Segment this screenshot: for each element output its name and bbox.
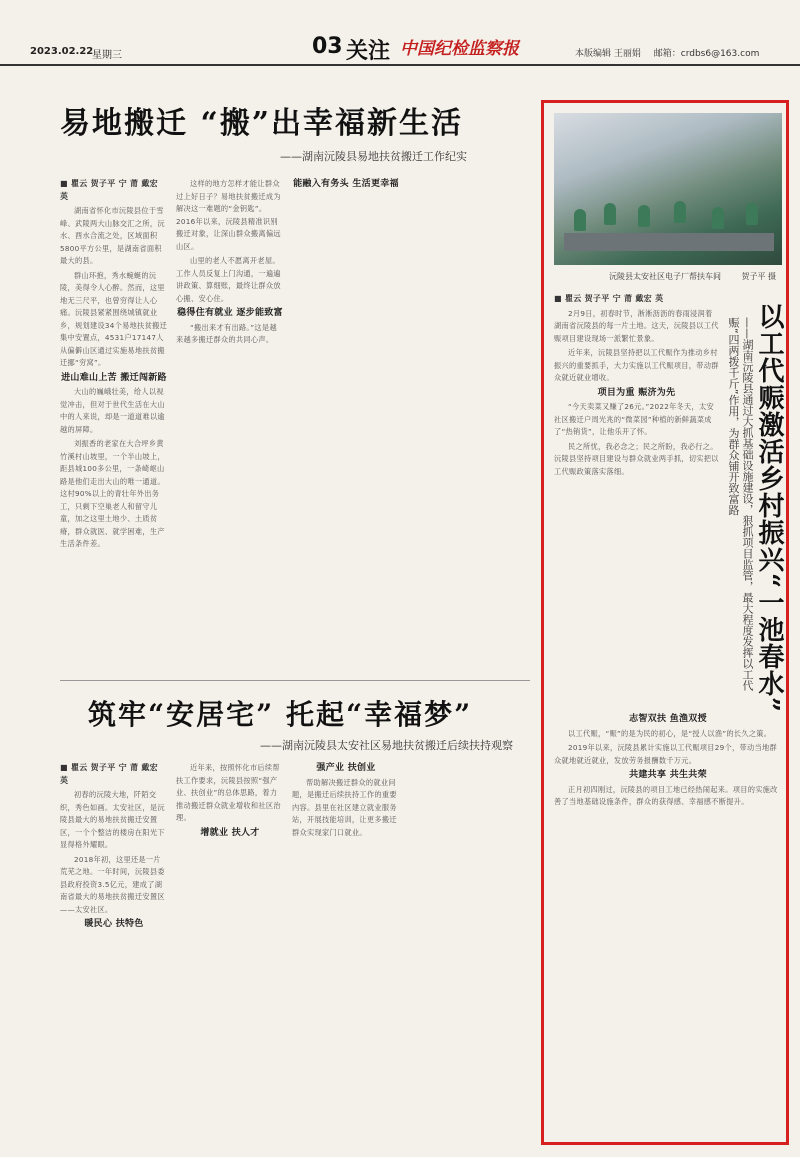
article1-paragraph: 刘振香的老家在大合坪乡黄竹溪村山坡里，一个半山坡上，距县城100多公里，一条崎岖山路是他们走出大山的唯一通道。这村90%以上的青壮年外出务工，只剩下空巢老人和留守儿童，加之这里土地少、土质贫瘠，群众就医、就学困难，生产生活条件差。	[60, 439, 165, 548]
article2-column-3	[292, 762, 400, 1147]
page-number: 03	[312, 34, 343, 59]
article2-column-2	[176, 762, 284, 1147]
factory-workshop-photo	[554, 113, 782, 265]
article2-title: 筑牢“安居宅” 托起“幸福梦”	[88, 698, 473, 731]
article1-column-2	[176, 178, 284, 673]
article2-subhead: 增就业 扶人才	[200, 827, 260, 838]
article1-subtitle: ——湖南沅陵县易地扶贫搬迁工作纪实	[280, 150, 467, 163]
article1-paragraph: 大山的巍峨壮美，给人以视觉冲击，但对于世代生活在大山中的人来说，却是一道道难以逾越的屏障。	[60, 387, 165, 434]
article1-subhead: 稳得住有就业 逐步能致富	[177, 308, 283, 318]
article3-paragraph: 近年来，沅陵县坚持把以工代赈作为推动乡村振兴的重要抓手，大力实施以工代赈项目，带动群众就近就业增收。	[554, 348, 719, 382]
article1-paragraph: 山里的老人不愿离开老屋。工作人员反复上门沟通，一遍遍讲政策、算细账，最终让群众放心搬、安心住。	[176, 256, 281, 303]
article2-subtitle: ——湖南沅陵县太安社区易地扶贫搬迁后续扶持观察	[260, 739, 513, 752]
article2-paragraph: 2018年初，这里还是一片荒芜之地。一年时间，沅陵县委县政府投资3.5亿元，建成了湖南省最大的易地扶贫搬迁安置区——太安社区。	[60, 854, 165, 914]
article1-column-1	[60, 178, 168, 673]
article2-paragraph: 初春的沅陵大地，阡陌交织，秀色如画。太安社区，是沅陵县最大的易地扶贫搬迁安置区，一个个整洁的楼房在阳光下显得格外耀眼。	[60, 790, 165, 849]
section-title: 关注	[346, 38, 391, 64]
newspaper-logo: 中国纪检监察报	[400, 39, 519, 59]
article1-title: 易地搬迁 “搬”出幸福新生活	[60, 106, 463, 141]
editor-email: 邮箱：crdbs6@163.com	[653, 49, 760, 59]
article3-paragraph: 正月初四刚过，沅陵县的项目工地已经热闹起来。项目的实施改善了当地基础设施条件，群众的获得感、幸福感不断提升。	[554, 784, 778, 806]
article1-paragraph: 群山环抱，秀水蜿蜒的沅陵，美得令人心醉。然而，这里地无三尺平，也曾穷得让人心痛。沅陵县紧紧围绕城镇就业乡，规划建设34个易地扶贫搬迁集中安置点，4531户17147人从偏僻山区通过实施易地扶贫搬迁挪“穷窝”。	[60, 270, 168, 367]
editor-info	[575, 46, 769, 59]
article2-column-4	[408, 762, 528, 1147]
article1-subhead: 能融入有务头 生活更幸福	[293, 179, 399, 189]
article1-column-3	[292, 178, 400, 673]
article3-column-top	[554, 293, 719, 703]
article1-column-4	[408, 178, 528, 673]
article3-byline: ■ 瞿云 贺子平 宁 莆 戴宏 英	[554, 294, 664, 303]
article3-paragraph: “今天卖菜又赚了26元。”2022年冬天，太安社区搬迁户周光兆的“微菜园”种植的新鲜蔬菜成了“热销货”，让他乐开了怀。	[554, 402, 714, 436]
article-divider	[60, 680, 530, 681]
article3-subtitle: ——湖南沅陵县通过大抓基础设施建设，狠抓项目监管，最大程度发挥以工代赈“四两拨千斤”作用，为群众铺开致富路	[727, 317, 754, 691]
article2-byline: ■ 瞿云 贺子平 宁 莆 戴宏 英	[60, 763, 158, 785]
article2-subhead: 暖民心 扶特色	[84, 919, 144, 929]
article3-paragraph: 民之所忧，我必念之；民之所盼，我必行之。沅陵县坚持项目建设与群众就业两手抓，切实把以工代赈政策落实落细。	[554, 441, 719, 476]
article1-paragraph: “搬出来才有出路。”这是越来越多搬迁群众的共同心声。	[176, 322, 277, 344]
article3-column-bottom	[554, 713, 782, 1138]
page-header	[0, 0, 800, 66]
featured-article-box	[541, 100, 789, 1145]
article1-paragraph: 这样的地方怎样才能让群众过上好日子？易地扶贫搬迁成为解决这一难题的“金钥匙”。2016年以来，沅陵县精准识别搬迁对象，让深山群众搬离偏远山区。	[176, 179, 281, 251]
article3-paragraph: 2月9日，初春时节，淅淅沥沥的春雨浸润着湖南省沅陵县的每一片土地。这天，沅陵县以工代赈项目建设现场一派繁忙景象。	[554, 308, 719, 343]
issue-date: 2023.02.22	[30, 46, 94, 57]
article1-paragraph: 湖南省怀化市沅陵县位于雪峰、武陵两大山脉交汇之所，沅水、酉水合流之处，区域面积5800平方公里，是湖南省面积最大的县。	[60, 206, 165, 265]
article3-subhead: 共建共享 共生共荣	[629, 770, 707, 780]
article3-paragraph: 2019年以来，沅陵县累计实施以工代赈项目29个，带动当地群众就地就近就业，发放劳务报酬数千万元。	[554, 743, 777, 765]
article3-subhead: 项目为重 赈济为先	[597, 387, 676, 398]
article1-byline: ■ 瞿云 贺子平 宁 莆 戴宏 英	[60, 179, 158, 201]
article2-paragraph: 近年来，按照怀化市后续帮扶工作要求，沅陵县按照“强产业、扶创业”的总体思路，着力推动搬迁群众就业增收和社区治理。	[176, 763, 281, 822]
article2-subhead: 强产业 扶创业	[316, 763, 376, 773]
article3-paragraph: 以工代赈，“赈”的是为民的初心，是“授人以渔”的长久之策。	[568, 728, 772, 738]
photo-caption-text: 沅陵县太安社区电子厂帮扶车间	[609, 272, 721, 281]
photo-credit: 贺子平 摄	[741, 272, 776, 281]
article2-column-1	[60, 762, 168, 1147]
issue-weekday: 星期三	[92, 50, 122, 61]
article3-title: 以工代赈激活乡村振兴“一池春水”	[754, 303, 784, 713]
article1-subhead: 进山难山上苦 搬迁闯新路	[61, 372, 167, 383]
editor-name: 本版编辑 王丽娟	[575, 49, 641, 59]
article2-paragraph: 帮助解决搬迁群众的就业问题，是搬迁后续扶持工作的重要内容。县里在社区建立就业服务站，开展技能培训，让更多搬迁群众实现家门口就业。	[292, 777, 397, 837]
article3-subhead: 志智双扶 鱼渔双授	[629, 714, 707, 724]
